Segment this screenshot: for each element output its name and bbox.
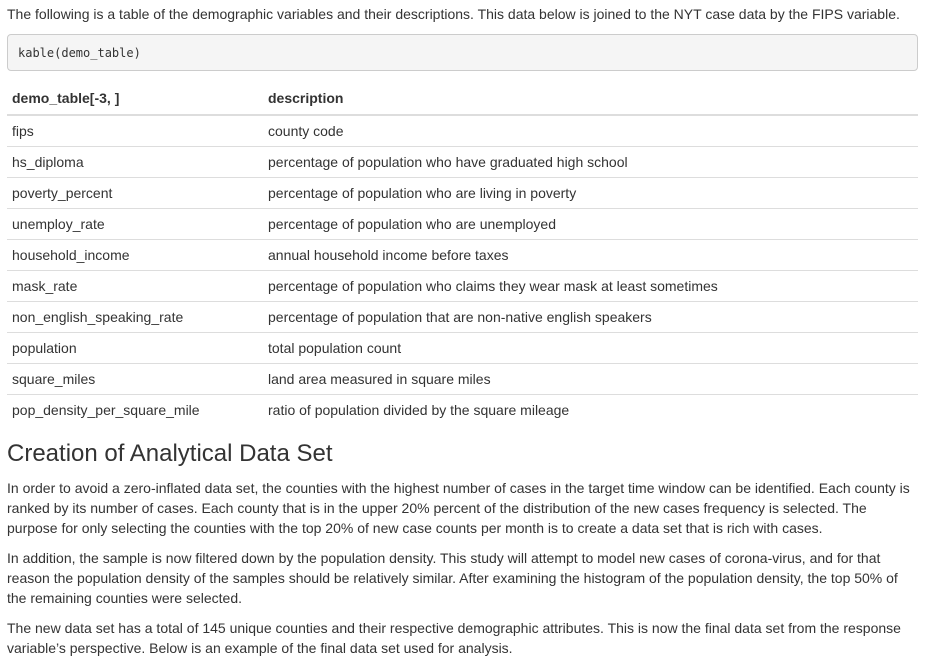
column-header-variable: demo_table[-3, ]	[7, 83, 263, 115]
table-row	[7, 240, 918, 271]
table-row	[7, 178, 918, 209]
cell-description: percentage of population who claims they wear mask at least sometimes	[263, 271, 918, 302]
cell-variable: unemploy_rate	[7, 209, 263, 240]
cell-description: total population count	[263, 333, 918, 364]
table-row	[7, 209, 918, 240]
cell-description: land area measured in square miles	[263, 364, 918, 395]
cell-variable: population	[7, 333, 263, 364]
cell-variable: square_miles	[7, 364, 263, 395]
cell-variable: mask_rate	[7, 271, 263, 302]
cell-variable: hs_diploma	[7, 147, 263, 178]
cell-description: percentage of population who are unemployed	[263, 209, 918, 240]
cell-description: percentage of population that are non-native english speakers	[263, 302, 918, 333]
body-paragraph: The new data set has a total of 145 unique counties and their respective demographic attributes. This is now the final data set from the response variable’s perspective. Below is an example of the final data set used for analysis.	[7, 620, 901, 656]
intro-paragraph: The following is a table of the demographic variables and their descriptions. This data below is joined to the NYT case data by the FIPS variable.	[7, 6, 900, 22]
cell-variable: poverty_percent	[7, 178, 263, 209]
cell-variable: pop_density_per_square_mile	[7, 395, 263, 426]
cell-description: annual household income before taxes	[263, 240, 918, 271]
table-row	[7, 271, 918, 302]
cell-description: percentage of population who have graduated high school	[263, 147, 918, 178]
table-row	[7, 115, 918, 147]
cell-variable: household_income	[7, 240, 263, 271]
cell-variable: non_english_speaking_rate	[7, 302, 263, 333]
demographics-table	[7, 83, 918, 425]
cell-description: county code	[268, 123, 344, 139]
cell-description: percentage of population who are living in poverty	[263, 178, 918, 209]
table-row	[7, 333, 918, 364]
column-header-description: description	[263, 83, 918, 115]
document-page	[7, 0, 918, 658]
cell-description: ratio of population divided by the square mileage	[263, 395, 918, 426]
table-row	[7, 364, 918, 395]
code-text: kable(demo_table)	[18, 46, 141, 60]
code-block	[7, 34, 918, 71]
table-row	[7, 395, 918, 426]
table-row	[7, 302, 918, 333]
table-header-row	[7, 83, 918, 115]
body-paragraph: In addition, the sample is now filtered down by the population density. This study will attempt to model new cases of corona-virus, and for that reason the population density of the samples should be relatively similar. After examining the histogram of the population density, the top 50% of the remaining counties were selected.	[7, 550, 898, 606]
cell-variable: fips	[12, 123, 34, 139]
table-row	[7, 147, 918, 178]
section-title: Creation of Analytical Data Set	[7, 440, 333, 467]
body-paragraph: In order to avoid a zero-inflated data set, the counties with the highest number of cases in the target time window can be identified. Each county is ranked by its number of cases. Each county that is in the upper 20% percent of the distribution of the new cases frequency is selected. The purpose for only selecting the counties with the top 20% of new case counts per month is to create a data set that is rich with cases.	[7, 480, 910, 536]
